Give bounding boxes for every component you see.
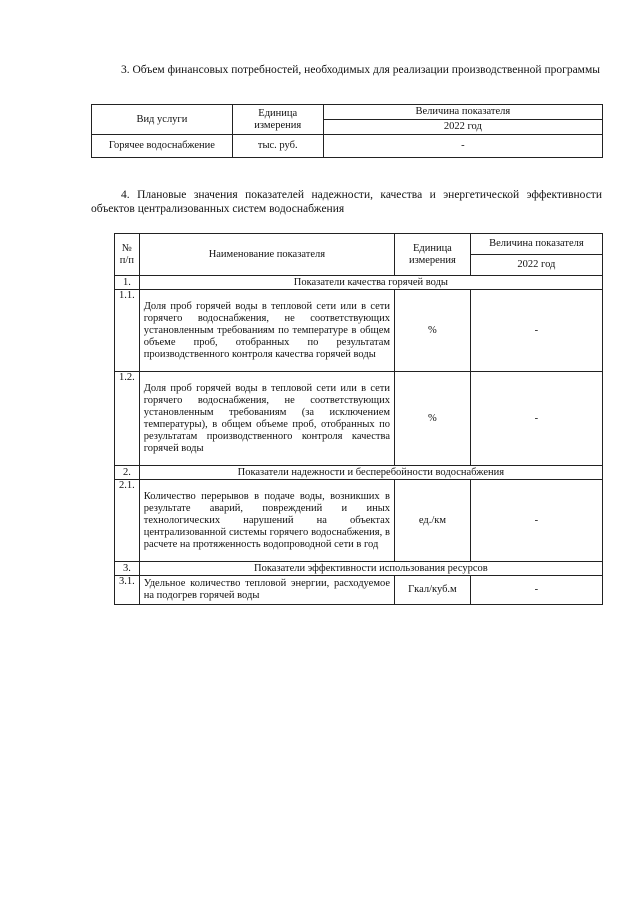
row-num: 1.1. [115, 290, 140, 372]
row-unit: Гкал/куб.м [395, 576, 471, 605]
section-3-heading: 3. Объем финансовых потребностей, необходимых для реализации производственной программы [121, 64, 600, 76]
group-title: Показатели надежности и бесперебойности водоснабжения [139, 466, 602, 480]
header-unit: Единица измерения [395, 234, 471, 276]
row-num: 2.1. [115, 480, 140, 562]
table-row [115, 372, 603, 466]
cell-service: Горячее водоснабжение [92, 135, 233, 158]
header-value: Величина показателя [323, 105, 602, 120]
group-num: 3. [115, 562, 140, 576]
header-year: 2022 год [470, 255, 602, 276]
group-row [115, 466, 603, 480]
row-unit: ед./км [395, 480, 471, 562]
header-unit: Единица измерения [232, 105, 323, 135]
header-name: Наименование показателя [139, 234, 394, 276]
group-title: Показатели качества горячей воды [139, 276, 602, 290]
cell-value: - [323, 135, 602, 158]
header-num: № п/п [115, 234, 140, 276]
section-4-heading: 4. Плановые значения показателей надежности, качества и энергетической эффективности объектов централизованных систем водоснабжения [91, 189, 602, 215]
group-title: Показатели эффективности использования ресурсов [139, 562, 602, 576]
row-value: - [470, 576, 602, 605]
header-year: 2022 год [323, 120, 602, 135]
row-unit: % [395, 290, 471, 372]
table-row [115, 290, 603, 372]
row-value: - [470, 290, 602, 372]
row-unit: % [395, 372, 471, 466]
header-value: Величина показателя [470, 234, 602, 255]
row-num: 1.2. [115, 372, 140, 466]
row-name: Удельное количество тепловой энергии, расходуемое на подогрев горячей воды [139, 576, 394, 605]
group-num: 2. [115, 466, 140, 480]
table-row [115, 480, 603, 562]
table-row [115, 576, 603, 605]
group-num: 1. [115, 276, 140, 290]
row-name: Доля проб горячей воды в тепловой сети или в сети горячего водоснабжения, не соответствующих установленным требованиям (за исключением температуры), в общем объеме проб, отобранных по результатам производственного контроля качества горячей воды [139, 372, 394, 466]
financial-needs-table [91, 104, 603, 158]
group-row [115, 562, 603, 576]
row-name: Доля проб горячей воды в тепловой сети или в сети горячего водоснабжения, не соответствующих установленным требованиям по температуре в общем объеме проб, отобранных по результатам производственного контроля качества горячей воды [139, 290, 394, 372]
row-num: 3.1. [115, 576, 140, 605]
indicators-table [114, 233, 603, 605]
row-value: - [470, 480, 602, 562]
row-value: - [470, 372, 602, 466]
row-name: Количество перерывов в подаче воды, возникших в результате аварий, повреждений и иных технологических нарушений на объектах централизованной системы горячего водоснабжения, в расчете на протяженность водопроводной сети в год [139, 480, 394, 562]
header-service: Вид услуги [92, 105, 233, 135]
cell-unit: тыс. руб. [232, 135, 323, 158]
group-row [115, 276, 603, 290]
